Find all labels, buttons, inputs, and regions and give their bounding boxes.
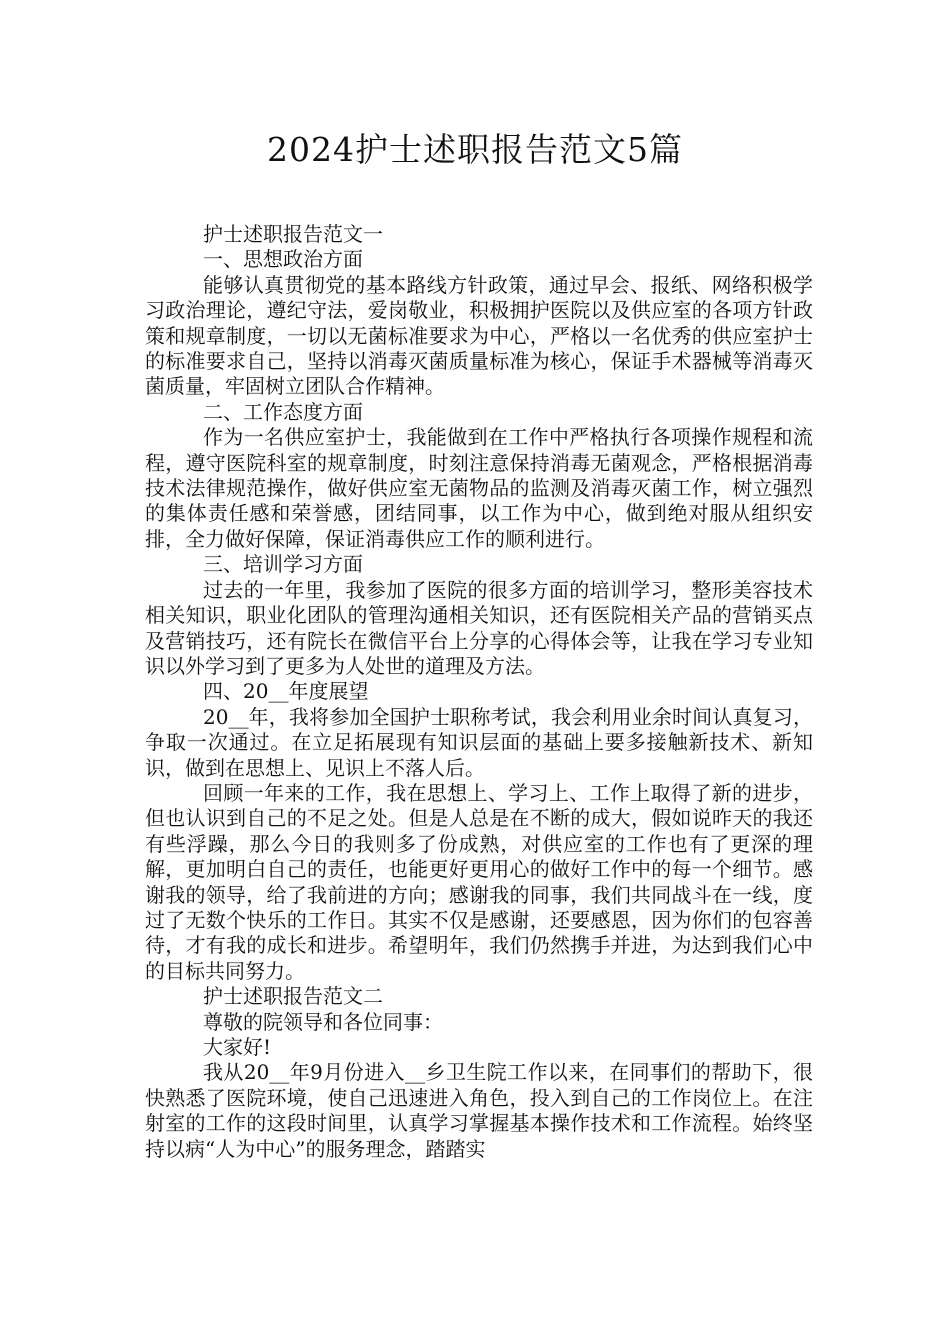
section-heading-sample-two: 护士述职报告范文二 [203,984,383,1009]
body-paragraph: 作为一名供应室护士，我能做到在工作中严格执行各项操作规程和流程，遵守医院科室的规章制度，时刻注意保持消毒无菌观念，严格根据消毒技术法律规范操作，做好供应室无菌物品的监测及消毒灭菌工作，树立强烈的集体责任感和荣誉感，团结同事，以工作为中心，做到绝对服从组织安排，全力做好保障，保证消毒供应工作的顺利进行。 [145,425,813,551]
body-paragraph: 过去的一年里，我参加了医院的很多方面的培训学习，整形美容技术相关知识，职业化团队的管理沟通相关知识，还有医院相关产品的营销买点及营销技巧，还有院长在微信平台上分享的心得体会等，让我在学习专业知识以外学习到了更多为人处世的道理及方法。 [145,577,813,678]
salutation: 尊敬的院领导和各位同事： [203,1009,443,1034]
document-title: 2024护士述职报告范文5篇 [267,130,683,169]
body-paragraph: 回顾一年来的工作，我在思想上、学习上、工作上取得了新的进步，但也认识到自己的不足之处。但是人总是在不断的成大，假如说昨天的我还有些浮躁，那么今日的我则多了份成熟，对供应室的工作也有了更深的理解，更加明白自己的责任，也能更好更用心的做好工作中的每一个细节。感谢我的领导，给了我前进的方向；感谢我的同事，我们共同战斗在一线，度过了无数个快乐的工作日。其实不仅是感谢，还要感恩，因为你们的包容善待，才有我的成长和进步。希望明年，我们仍然携手并进，为达到我们心中的目标共同努力。 [145,780,813,983]
body-paragraph: 我从20__年9月份进入__乡卫生院工作以来，在同事们的帮助下，很快熟悉了医院环境，使自己迅速进入角色，投入到自己的工作岗位上。在注射室的工作的这段时间里，认真学习掌握基本操作技术和工作流程。始终坚持以病“人为中心”的服务理念，踏踏实 [145,1060,813,1161]
section-heading-outlook: 四、20__年度展望 [203,679,369,704]
document-body [145,222,813,1162]
section-heading-work-attitude: 二、工作态度方面 [203,399,363,424]
section-heading-sample-one: 护士述职报告范文一 [203,222,383,246]
section-heading-politics: 一、思想政治方面 [203,247,363,272]
body-paragraph: 20__年，我将参加全国护士职称考试，我会利用业余时间认真复习，争取一次通过。在立足拓展现有知识层面的基础上要多接触新技术、新知识，做到在思想上、见识上不落人后。 [145,704,813,780]
body-paragraph: 能够认真贯彻党的基本路线方针政策，通过早会、报纸、网络积极学习政治理论，遵纪守法，爱岗敬业，积极拥护医院以及供应室的各项方针政策和规章制度，一切以无菌标准要求为中心，严格以一名优秀的供应室护士的标准要求自己，坚持以消毒灭菌质量标准为核心，保证手术器械等消毒灭菌质量，牢固树立团队合作精神。 [145,272,813,399]
greeting: 大家好! [203,1035,272,1059]
section-heading-training: 三、培训学习方面 [203,552,363,577]
